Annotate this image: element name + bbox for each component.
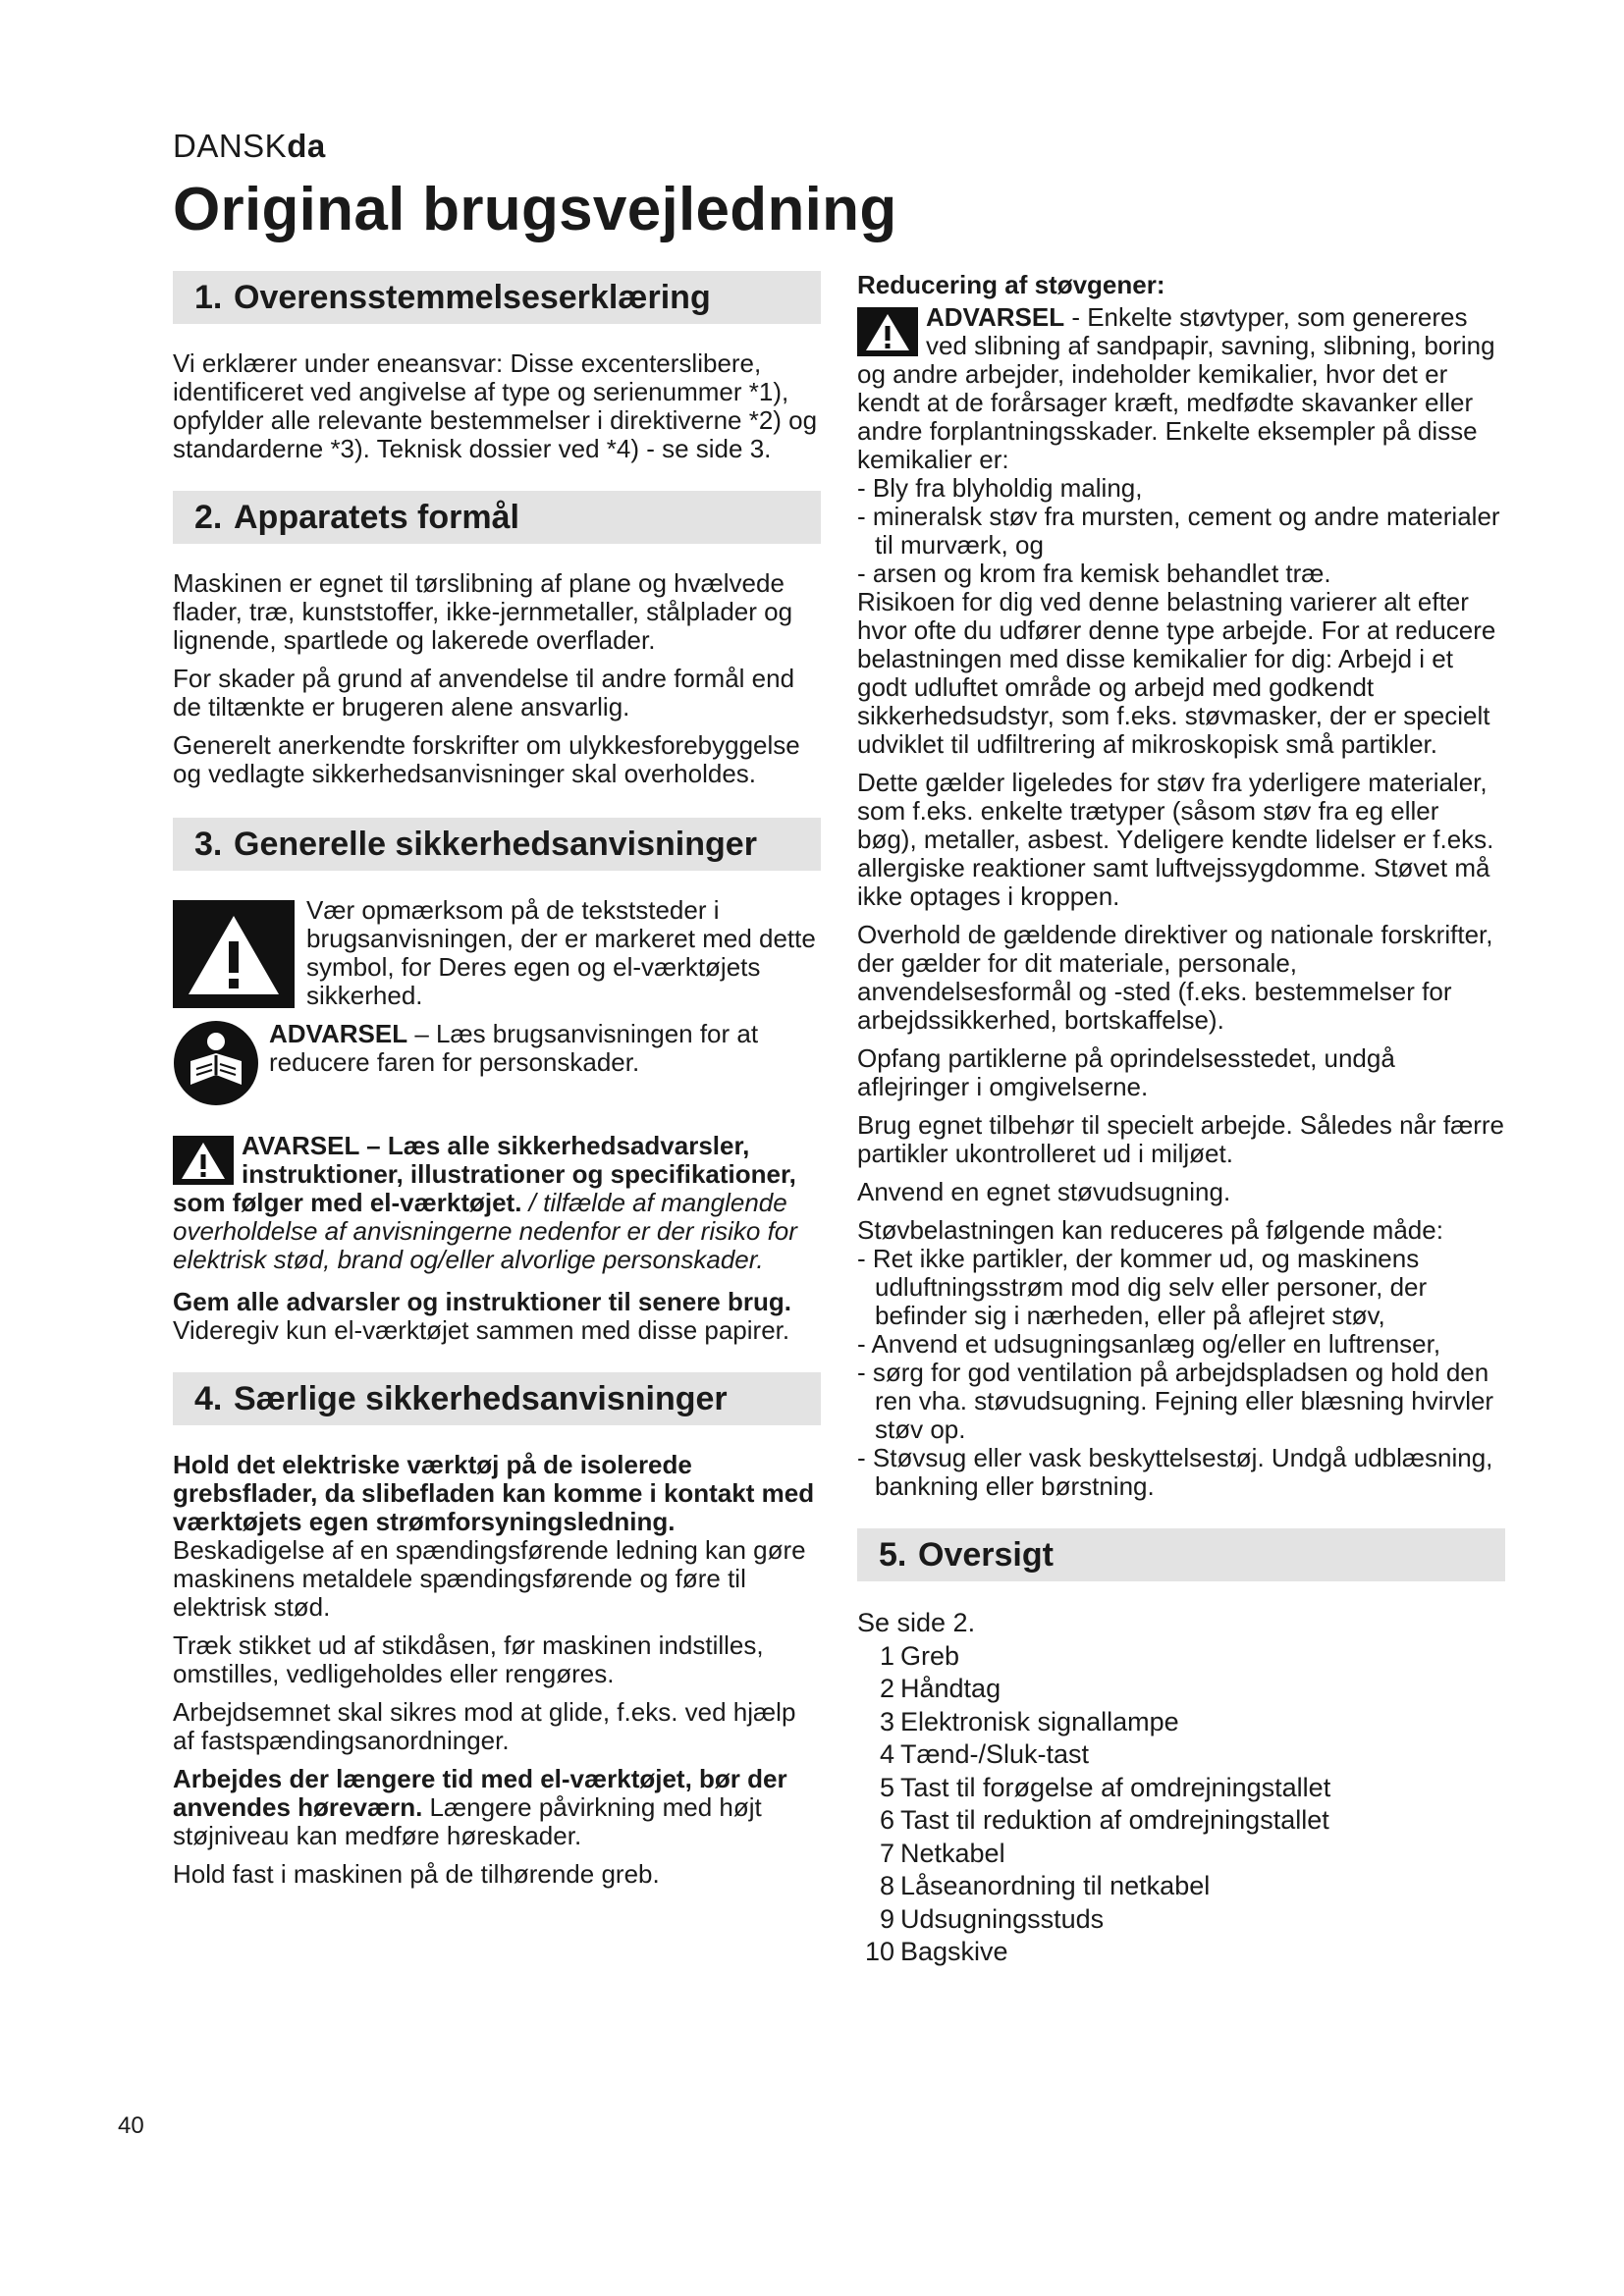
language-label: DANSKda bbox=[173, 128, 326, 164]
list-item: 2 Håndtag bbox=[879, 1674, 1001, 1703]
list-item: 10 Bagskive bbox=[864, 1937, 1008, 1966]
section-4-heading: 4. Særlige sikkerhedsanvisninger bbox=[173, 1372, 821, 1425]
list-item: - arsen og krom fra kemisk behandlet træ. bbox=[857, 559, 1331, 588]
warning-triangle-icon bbox=[173, 1136, 234, 1185]
list-item: 5 Tast til forøgelse af omdrejningstallet bbox=[879, 1772, 1331, 1802]
list-item: 4 Tænd-/Sluk-tast bbox=[879, 1739, 1090, 1769]
overview-list bbox=[857, 1640, 1505, 1969]
page-number: 40 bbox=[118, 2112, 144, 2139]
list-item: 8 Låseanordning til netkabel bbox=[879, 1871, 1211, 1900]
unplug-text: Træk stikket ud af stikdåsen, før maskinen indstilles, omstilles, vedligeholdes eller rengøres. bbox=[173, 1630, 764, 1688]
insulated-grip-text: Hold det elektriske værktøj på de isolerede grebsflader, da slibefladen kan komme i kontakt med værktøjets egen strømforsyningsledning. Beskadigelse af en spændingsførende ledning kan gøre maskinens metaldele spændingsførende og føre til elektrisk stød. bbox=[173, 1450, 815, 1622]
other-materials-text: Dette gælder ligeledes for støv fra yderligere materialer, som f.eks. enkelte trætyper (såsom støv fra eg eller bøg), metaller, asbest. Ydeligere kendte lidelser er f.eks. allergiske reaktioner samt luftvejssygdomme. Støvet må ikke optages i kroppen. bbox=[857, 768, 1494, 911]
list-item: 6 Tast til reduktion af omdrejningstallet bbox=[879, 1805, 1329, 1835]
list-item: - Støvsug eller vask beskyttelsestøj. Undgå udblæsning, bankning eller børstning. bbox=[857, 1443, 1493, 1501]
liability-text: For skader på grund af anvendelse til andre formål end de tiltænkte er brugeren alene ansvarlig. bbox=[173, 664, 795, 721]
list-item: - Ret ikke partikler, der kommer ud, og maskinens udluftningsstrøm mod dig selv eller personer, der befinder sig i nærheden, eller på aflejret støv, bbox=[857, 1244, 1428, 1330]
list-item: 7 Netkabel bbox=[879, 1838, 1005, 1868]
section-2-heading: 2. Apparatets formål bbox=[173, 491, 821, 544]
read-manual-icon bbox=[173, 1020, 259, 1106]
symbol-note: Vær opmærksom på de tekststeder i brugsanvisningen, der er markeret med dette symbol, for Deres egen og el-værktøjets sikkerhed. bbox=[173, 896, 821, 1010]
capture-particles-text: Opfang partiklerne på oprindelsesstedet, undgå aflejringer i omgivelserne. bbox=[857, 1043, 1395, 1101]
list-item: - Bly fra blyholdig maling, bbox=[857, 473, 1143, 503]
list-item: - sørg for god ventilation på arbejdspladsen og hold den ren vha. støvudsugning. Fejning eller blæsning hvirvler støv op. bbox=[857, 1358, 1494, 1444]
section-3-heading: 3. Generelle sikkerhedsanvisninger bbox=[173, 818, 821, 871]
directives-text: Overhold de gældende direktiver og nationale forskrifter, der gælder for dit materiale, personale, anvendelsesformål og -sted (f.eks. bestemmelser for arbejdssikkerhed, bortskaffelse). bbox=[857, 920, 1493, 1035]
page-title: Original brugsvejledning bbox=[173, 176, 897, 243]
list-item: - Anvend et udsugningsanlæg og/eller en luftrenser, bbox=[857, 1329, 1441, 1359]
dust-heading: Reducering af støvgener: bbox=[857, 270, 1165, 299]
list-item: 1 Greb bbox=[879, 1640, 960, 1671]
section-1-heading: 1. Overensstemmelseserklæring bbox=[173, 271, 821, 324]
hold-machine-text: Hold fast i maskinen på de tilhørende greb. bbox=[173, 1859, 660, 1889]
warning-triangle-icon bbox=[173, 900, 295, 1008]
left-column bbox=[173, 271, 821, 1898]
section-5-heading: 5. Oversigt bbox=[857, 1528, 1505, 1581]
dust-warning: ADVARSEL - Enkelte støvtyper, som genereres ved slibning af sandpapir, savning, slibning, boring og andre arbejder, indeholder kemikalier, hvor det er kendt at de forårsager kræft, medfødte skavanker eller andre forplantningsskader. Enkelte eksempler på disse kemikalier er: bbox=[857, 302, 1495, 474]
risk-text: Risikoen for dig ved denne belastning varierer alt efter hvor ofte du udfører denne type arbejde. For at reducere belastningen med disse kemikalier for dig: Arbejd i et godt udluftet område og arbejd med godkendt sikkerhedsudstyr, som f.eks. støvmasker, der er specielt udviklet til udfiltrering af mikroskopisk små partikler. bbox=[857, 587, 1496, 759]
list-item: - mineralsk støv fra mursten, cement og andre materialer til murværk, og bbox=[857, 502, 1500, 560]
keep-instructions-text: Gem alle advarsler og instruktioner til senere brug. Videregiv kun el-værktøjet sammen med disse papirer. bbox=[173, 1287, 791, 1345]
hearing-protection-text: Arbejdes der længere tid med el-værktøjet, bør der anvendes høreværn. Længere påvirkning med højt støjniveau kan medføre høreskader. bbox=[173, 1764, 787, 1850]
right-column bbox=[857, 271, 1505, 1969]
dust-extraction-text: Anvend en egnet støvudsugning. bbox=[857, 1177, 1231, 1206]
avarsel-block: AVARSEL – Læs alle sikkerhedsadvarsler, instruktioner, illustrationer og specifikationer, som følger med el-værktøjet. / tilfælde af manglende overholdelse af anvisningerne nedenfor er der risiko for elektrisk stød, brand og/eller alvorlige personskader. bbox=[173, 1131, 797, 1274]
accessories-text: Brug egnet tilbehør til specielt arbejde. Således når færre partikler ukontrolleret ud i miljøet. bbox=[857, 1110, 1505, 1168]
regulations-text: Generelt anerkendte forskrifter om ulykkesforebyggelse og vedlagte sikkerhedsanvisninger skal overholdes. bbox=[173, 730, 800, 788]
overview-intro: Se side 2. bbox=[857, 1608, 976, 1637]
purpose-text: Maskinen er egnet til tørslibning af plane og hvælvede flader, træ, kunststoffer, ikke-jernmetaller, stålplader og lignende, spartlede og lakerede overflader. bbox=[173, 568, 793, 655]
warning-triangle-icon bbox=[857, 307, 918, 356]
list-item: 3 Elektronisk signallampe bbox=[879, 1706, 1179, 1736]
declaration-text: Vi erklærer under eneansvar: Disse excenterslibere, identificeret ved angivelse af type og serienummer *1), opfylder alle relevante bestemmelser i direktiverne *2) og standarderne *3). Teknisk dossier ved *4) - se side 3. bbox=[173, 348, 818, 463]
list-item: 9 Udsugningsstuds bbox=[879, 1903, 1105, 1934]
reduce-dust-text: Støvbelastningen kan reduceres på følgende måde: bbox=[857, 1215, 1443, 1245]
dust-reduction-list bbox=[857, 1245, 1505, 1501]
chemical-list bbox=[857, 474, 1505, 588]
read-manual-note: ADVARSEL – Læs brugsanvisningen for at reducere faren for personskader. bbox=[173, 1020, 821, 1106]
secure-workpiece-text: Arbejdsemnet skal sikres mod at glide, f.eks. ved hjælp af fastspændingsanordninger. bbox=[173, 1697, 796, 1755]
